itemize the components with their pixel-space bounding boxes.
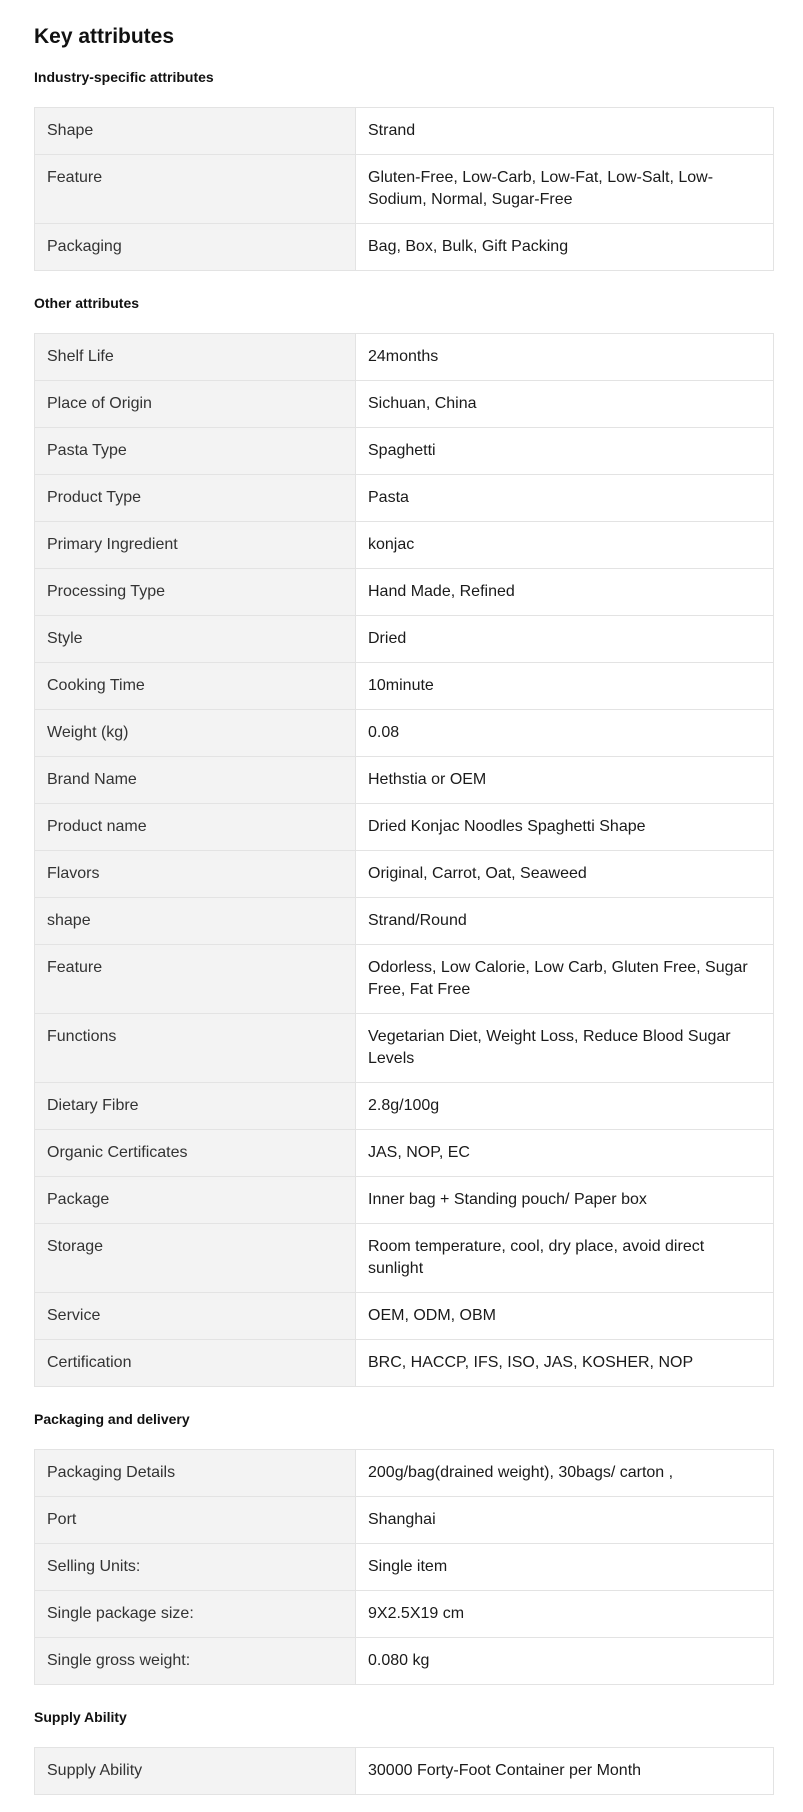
attribute-section bbox=[34, 293, 769, 1387]
attribute-name: Primary Ingredient bbox=[35, 522, 356, 569]
attribute-name: Package bbox=[35, 1177, 356, 1224]
attribute-name: Brand Name bbox=[35, 757, 356, 804]
attribute-value: 0.080 kg bbox=[356, 1638, 774, 1685]
section-title: Other attributes bbox=[34, 295, 140, 311]
table-row bbox=[35, 381, 774, 428]
attribute-value: Vegetarian Diet, Weight Loss, Reduce Blood Sugar Levels bbox=[356, 1014, 774, 1083]
attribute-value: Bag, Box, Bulk, Gift Packing bbox=[356, 224, 774, 271]
attribute-name: Processing Type bbox=[35, 569, 356, 616]
attribute-name: Packaging Details bbox=[35, 1450, 356, 1497]
attribute-name: Feature bbox=[35, 155, 356, 224]
attribute-value: Shanghai bbox=[356, 1497, 774, 1544]
attribute-value: Odorless, Low Calorie, Low Carb, Gluten Free, Sugar Free, Fat Free bbox=[356, 945, 774, 1014]
attribute-value: Gluten-Free, Low-Carb, Low-Fat, Low-Salt, Low-Sodium, Normal, Sugar-Free bbox=[356, 155, 774, 224]
table-row bbox=[35, 1293, 774, 1340]
attribute-table bbox=[34, 107, 774, 271]
table-row bbox=[35, 945, 774, 1014]
attribute-name: Flavors bbox=[35, 851, 356, 898]
attribute-section bbox=[34, 1409, 769, 1685]
table-row bbox=[35, 1224, 774, 1293]
table-row bbox=[35, 1177, 774, 1224]
attribute-value: Spaghetti bbox=[356, 428, 774, 475]
attribute-name: Feature bbox=[35, 945, 356, 1014]
table-row bbox=[35, 334, 774, 381]
table-row bbox=[35, 1450, 774, 1497]
attribute-sections bbox=[34, 67, 769, 1795]
attribute-value: 9X2.5X19 cm bbox=[356, 1591, 774, 1638]
attribute-name: Certification bbox=[35, 1340, 356, 1387]
attribute-name: Shelf Life bbox=[35, 334, 356, 381]
attribute-table bbox=[34, 1747, 774, 1795]
table-row bbox=[35, 1497, 774, 1544]
attribute-table bbox=[34, 333, 774, 1387]
table-row bbox=[35, 428, 774, 475]
attribute-value: Single item bbox=[356, 1544, 774, 1591]
table-row bbox=[35, 710, 774, 757]
attribute-name: Single package size: bbox=[35, 1591, 356, 1638]
attribute-value: Strand/Round bbox=[356, 898, 774, 945]
attribute-name: Supply Ability bbox=[35, 1748, 356, 1795]
table-row bbox=[35, 757, 774, 804]
table-row bbox=[35, 1638, 774, 1685]
table-row bbox=[35, 569, 774, 616]
table-row bbox=[35, 851, 774, 898]
page-title: Key attributes bbox=[34, 25, 175, 48]
attribute-name: Weight (kg) bbox=[35, 710, 356, 757]
table-row bbox=[35, 1340, 774, 1387]
attribute-name: Style bbox=[35, 616, 356, 663]
attribute-value: 10minute bbox=[356, 663, 774, 710]
attribute-name: Storage bbox=[35, 1224, 356, 1293]
attribute-name: Selling Units: bbox=[35, 1544, 356, 1591]
attribute-value: Pasta bbox=[356, 475, 774, 522]
attribute-name: Product name bbox=[35, 804, 356, 851]
attribute-value: Hethstia or OEM bbox=[356, 757, 774, 804]
table-row bbox=[35, 522, 774, 569]
attribute-name: Dietary Fibre bbox=[35, 1083, 356, 1130]
table-row bbox=[35, 1591, 774, 1638]
table-row bbox=[35, 1083, 774, 1130]
attribute-value: 0.08 bbox=[356, 710, 774, 757]
attribute-value: JAS, NOP, EC bbox=[356, 1130, 774, 1177]
attribute-value: 24months bbox=[356, 334, 774, 381]
table-row bbox=[35, 155, 774, 224]
section-title: Packaging and delivery bbox=[34, 1411, 190, 1427]
section-title: Industry-specific attributes bbox=[34, 69, 214, 85]
attribute-value: Original, Carrot, Oat, Seaweed bbox=[356, 851, 774, 898]
attribute-name: Place of Origin bbox=[35, 381, 356, 428]
attribute-value: Strand bbox=[356, 108, 774, 155]
table-row bbox=[35, 898, 774, 945]
attribute-value: Dried Konjac Noodles Spaghetti Shape bbox=[356, 804, 774, 851]
attribute-value: Sichuan, China bbox=[356, 381, 774, 428]
table-row bbox=[35, 1014, 774, 1083]
table-row bbox=[35, 663, 774, 710]
attribute-name: Port bbox=[35, 1497, 356, 1544]
attribute-name: shape bbox=[35, 898, 356, 945]
attribute-value: Hand Made, Refined bbox=[356, 569, 774, 616]
attribute-value: 200g/bag(drained weight), 30bags/ carton , bbox=[356, 1450, 774, 1497]
table-row bbox=[35, 616, 774, 663]
attribute-value: Room temperature, cool, dry place, avoid direct sunlight bbox=[356, 1224, 774, 1293]
attribute-name: Product Type bbox=[35, 475, 356, 522]
attribute-name: Organic Certificates bbox=[35, 1130, 356, 1177]
attribute-name: Pasta Type bbox=[35, 428, 356, 475]
attribute-value: OEM, ODM, OBM bbox=[356, 1293, 774, 1340]
table-row bbox=[35, 1748, 774, 1795]
attribute-value: Dried bbox=[356, 616, 774, 663]
table-row bbox=[35, 804, 774, 851]
attribute-value: 2.8g/100g bbox=[356, 1083, 774, 1130]
attribute-table bbox=[34, 1449, 774, 1685]
attribute-value: 30000 Forty-Foot Container per Month bbox=[356, 1748, 774, 1795]
attribute-section bbox=[34, 67, 769, 271]
attribute-name: Packaging bbox=[35, 224, 356, 271]
attribute-value: BRC, HACCP, IFS, ISO, JAS, KOSHER, NOP bbox=[356, 1340, 774, 1387]
attribute-name: Shape bbox=[35, 108, 356, 155]
table-row bbox=[35, 1544, 774, 1591]
section-title: Supply Ability bbox=[34, 1709, 127, 1725]
table-row bbox=[35, 1130, 774, 1177]
table-row bbox=[35, 224, 774, 271]
attribute-value: konjac bbox=[356, 522, 774, 569]
attribute-name: Service bbox=[35, 1293, 356, 1340]
table-row bbox=[35, 475, 774, 522]
attribute-section bbox=[34, 1707, 769, 1795]
table-row bbox=[35, 108, 774, 155]
attribute-name: Single gross weight: bbox=[35, 1638, 356, 1685]
attribute-value: Inner bag + Standing pouch/ Paper box bbox=[356, 1177, 774, 1224]
attribute-name: Cooking Time bbox=[35, 663, 356, 710]
attribute-name: Functions bbox=[35, 1014, 356, 1083]
